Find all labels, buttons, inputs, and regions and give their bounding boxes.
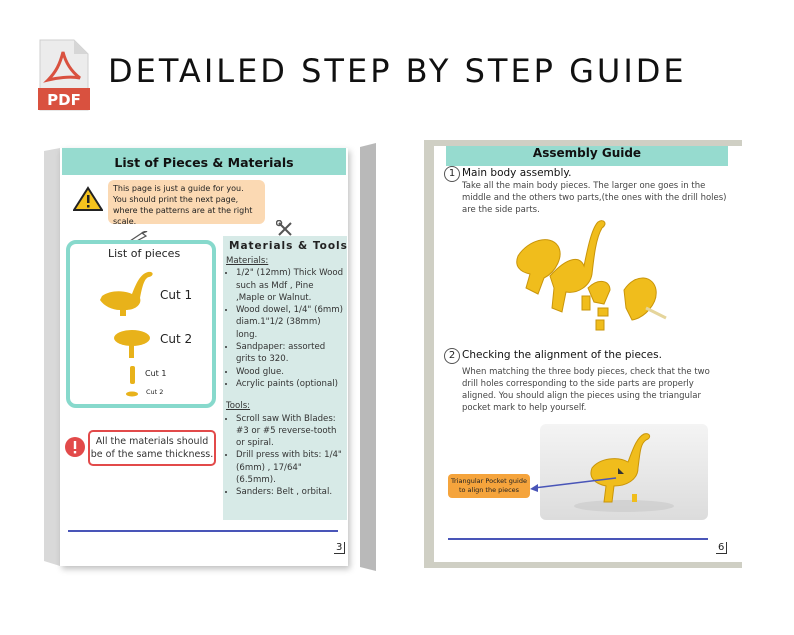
alignment-image [540,424,708,520]
left-page-header: List of Pieces & Materials [62,148,346,175]
alert-icon [64,436,86,458]
pdf-label: PDF [47,91,81,109]
pdf-file-icon [38,38,90,112]
step-number: 1 [444,166,460,182]
material-item: • Wood glue. [236,366,344,378]
materials-section [226,255,344,499]
pieces-title: List of pieces [108,247,181,260]
callout-arrow [528,476,618,494]
tool-item: • Sanders: Belt , orbital. [236,486,344,498]
step-number: 2 [444,348,460,364]
guide-notice [108,180,265,224]
material-item: • Wood dowel, 1/4" (6mm) diam.1"1/2 (38mm) long. [236,304,344,341]
materials-title: Materials & Tools [229,240,348,252]
step-body: When matching the three body pieces, check that the two drill holes corresponding to the side parts are properly aligned. You should align the pieces using the triangular pocket mark to help yourself. [462,367,710,413]
right-page-divider [448,538,708,540]
material-item: • 1/2" (12mm) Thick Wood such as Mdf , Pine ,Maple or Walnut. [236,267,344,304]
materials-label: Materials: [226,256,269,266]
step-body: Take all the main body pieces. The larger one goes in the middle and the others two parts,(the ones with the drill holes) are the side parts. [462,181,727,215]
cut-label-1: Cut 1 [160,288,193,302]
body-assembly-image [458,216,710,344]
triangular-pocket-callout: Triangular Pocket guide to align the pieces [448,474,530,498]
material-item: • Acrylic paints (optional) [236,378,344,390]
page-headline: DETAILED STEP BY STEP GUIDE [108,52,687,90]
step-title: Main body assembly. [462,167,572,179]
right-page-header: Assembly Guide [446,146,728,166]
notice-line: This page is just a guide for you. [113,184,244,193]
ostrich-pieces-illustration [96,266,162,400]
cut-label-3: Cut 1 [145,369,167,378]
material-item: • Sandpaper: assorted grits to 320. [236,341,344,366]
right-page-number: 6 [716,542,727,554]
step-title: Checking the alignment of the pieces. [462,349,662,361]
notice-line: where the patterns are at the right scale. [113,206,253,226]
tools-label: Tools: [226,401,251,412]
thickness-alert: All the materials should be of the same thickness. [88,430,216,466]
left-page-number: 3 [334,542,345,554]
left-page-divider [68,530,338,532]
cut-label-2: Cut 2 [160,332,193,346]
cut-label-4: Cut 2 [146,388,164,396]
notice-line: You should print the next page, [113,195,239,204]
warning-icon [73,186,103,212]
tool-item: • Drill press with bits: 1/4" (6mm) , 17/64" (6.5mm). [236,449,344,486]
tool-item: • Scroll saw With Blades: #3 or #5 reverse-tooth or spiral. [236,413,344,450]
